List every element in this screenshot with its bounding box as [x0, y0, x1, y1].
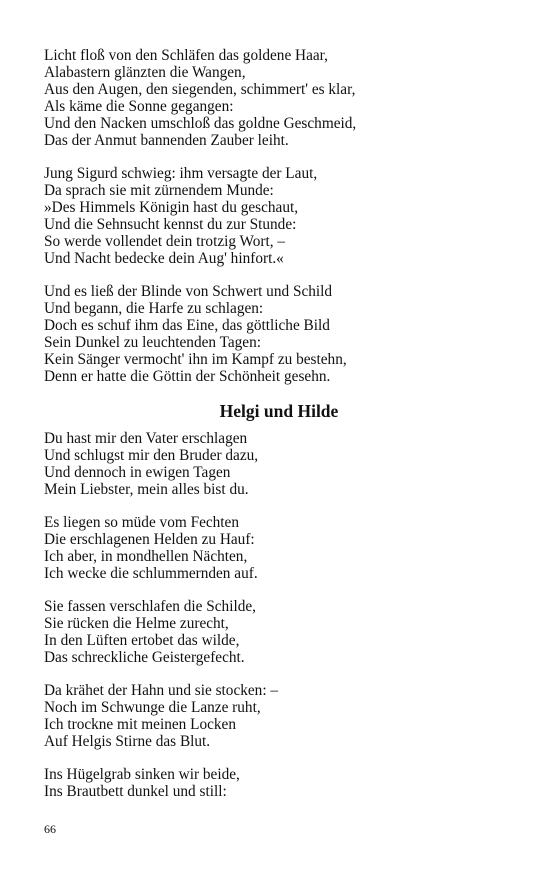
verse-line: Sie fassen verschlafen die Schilde, [44, 598, 256, 615]
verse-line: Aus den Augen, den siegenden, schimmert' es klar, [44, 81, 356, 98]
verse-line: Mein Liebster, mein alles bist du. [44, 481, 249, 498]
stanza [44, 766, 514, 800]
verse-line: Die erschlagenen Helden zu Hauf: [44, 531, 255, 548]
poem-helgi-und-hilde [44, 401, 514, 800]
stanza [44, 430, 514, 498]
verse-line: In den Lüften ertobet das wilde, [44, 632, 240, 649]
verse-line: Noch im Schwunge die Lanze ruht, [44, 699, 261, 716]
verse-line: Licht floß von den Schläfen das goldene Haar, [44, 47, 328, 64]
stanza [44, 283, 514, 385]
verse-line: Ich wecke die schlummernden auf. [44, 565, 258, 582]
verse-line: Denn er hatte die Göttin der Schönheit gesehn. [44, 368, 331, 385]
verse-line: Und Nacht bedecke dein Aug' hinfort.« [44, 250, 284, 267]
stanza [44, 514, 514, 582]
verse-line: Als käme die Sonne gegangen: [44, 98, 234, 115]
stanza [44, 165, 514, 267]
verse-line: Doch es schuf ihm das Eine, das göttliche Bild [44, 317, 330, 334]
verse-line: Sein Dunkel zu leuchtenden Tagen: [44, 334, 261, 351]
stanza [44, 598, 514, 666]
verse-line: Da krähet der Hahn und sie stocken: – [44, 682, 279, 699]
verse-line: Und dennoch in ewigen Tagen [44, 464, 231, 481]
verse-line: »Des Himmels Königin hast du geschaut, [44, 199, 299, 216]
verse-line: Da sprach sie mit zürnendem Munde: [44, 182, 274, 199]
verse-line: Alabastern glänzten die Wangen, [44, 64, 246, 81]
verse-line: Jung Sigurd schwieg: ihm versagte der Laut, [44, 165, 318, 182]
verse-line: Ich aber, in mondhellen Nächten, [44, 548, 248, 565]
verse-line: Ins Brautbett dunkel und still: [44, 783, 227, 800]
verse-line: Kein Sänger vermocht' ihn im Kampf zu bestehn, [44, 351, 347, 368]
verse-line: Das schreckliche Geistergefecht. [44, 649, 245, 666]
stanza [44, 682, 514, 750]
verse-line: So werde vollendet dein trotzig Wort, – [44, 233, 286, 250]
poem-title: Helgi und Hilde [219, 401, 339, 421]
verse-line: Und die Sehnsucht kennst du zur Stunde: [44, 216, 297, 233]
page-body [44, 47, 514, 816]
verse-line: Und den Nacken umschloß das goldne Geschmeid, [44, 115, 357, 132]
verse-line: Du hast mir den Vater erschlagen [44, 430, 248, 447]
verse-line: Und schlugst mir den Bruder dazu, [44, 447, 259, 464]
verse-line: Ich trockne mit meinen Locken [44, 716, 236, 733]
verse-line: Sie rücken die Helme zurecht, [44, 615, 229, 632]
stanza [44, 47, 514, 149]
verse-line: Es liegen so müde vom Fechten [44, 514, 239, 531]
verse-line: Auf Helgis Stirne das Blut. [44, 733, 211, 750]
verse-line: Und begann, die Harfe zu schlagen: [44, 300, 264, 317]
page-number: 66 [44, 822, 56, 836]
verse-line: Das der Anmut bannenden Zauber leiht. [44, 132, 289, 149]
poem-continued [44, 47, 514, 385]
verse-line: Und es ließ der Blinde von Schwert und Schild [44, 283, 333, 300]
verse-line: Ins Hügelgrab sinken wir beide, [44, 766, 240, 783]
